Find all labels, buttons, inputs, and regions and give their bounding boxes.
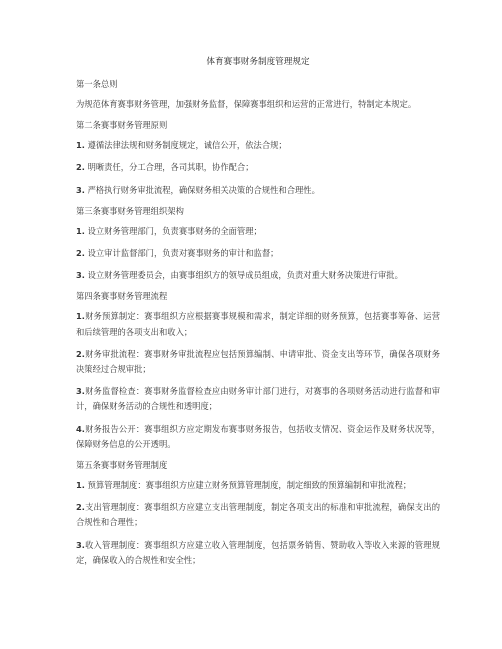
list-item (76, 224, 440, 239)
item-number: 1. (76, 140, 85, 151)
list-item (76, 268, 440, 283)
list-item (76, 347, 440, 377)
item-text: 支出管理制度：赛事组织方应建立支出管理制度，制定各项支出的标准和审批流程，确保支出的合规性和合理性； (76, 502, 440, 528)
item-number: 3. (76, 539, 85, 550)
item-number: 2. (76, 348, 85, 359)
item-number: 1. (76, 311, 85, 322)
item-number: 3. (76, 270, 85, 281)
section-heading: 第五条赛事财务管理制度 (76, 460, 168, 471)
list-item (76, 422, 440, 452)
item-text: 财务预算制定：赛事组织方应根据赛事规模和需求，制定详细的财务预算，包括赛事筹备、运营和后续管理的各项支出和收入； (76, 311, 440, 337)
list-item (76, 160, 440, 175)
list-item (76, 538, 440, 568)
item-text: 设立审计监督部门，负责对赛事财务的审计和监督； (87, 248, 279, 259)
item-number: 4. (76, 423, 85, 434)
item-number: 2. (76, 162, 85, 173)
item-text: 收入管理制度：赛事组织方应建立收入管理制度，包括票务销售、赞助收入等收入来源的管理规定，确保收入的合规性和安全性； (76, 539, 440, 565)
list-item (76, 309, 440, 339)
list-item (76, 183, 440, 198)
section-heading: 第一条总则 (76, 79, 118, 89)
item-text: 设立财务管理部门，负责赛事财务的全面管理； (87, 225, 262, 236)
list-item (76, 138, 440, 153)
list-item (76, 384, 440, 414)
item-text: 明晰责任，分工合理，各司其职，协作配合； (87, 162, 254, 173)
item-text: 预算管理制度：赛事组织方应建立财务预算管理制度，制定细致的预算编制和审批流程； (84, 480, 412, 491)
list-item (76, 500, 440, 530)
section-heading: 第二条赛事财务管理原则 (76, 120, 168, 131)
item-number: 2. (76, 502, 85, 513)
section-paragraph: 为规范体育赛事财务管理，加强财务监督，保障赛事组织和运营的正常进行，特制定本规定。 (76, 99, 417, 109)
item-number: 1. (76, 480, 85, 491)
item-text: 设立财务管理委员会，由赛事组织方的领导成员组成，负责对重大财务决策进行审批。 (87, 270, 403, 281)
item-text: 财务报告公开：赛事组织方应定期发布赛事财务报告，包括收支情况、资金运作及财务状况等，保障财务信息的公开透明。 (76, 423, 440, 449)
item-text: 严格执行财务审批流程，确保财务相关决策的合规性和合理性。 (87, 184, 320, 195)
item-number: 1. (76, 225, 85, 236)
item-text: 遵循法律法规和财务制度规定，诚信公开，依法合规； (87, 140, 287, 151)
item-text: 财务监督检查：赛事财务监督检查应由财务审计部门进行，对赛事的各项财务活动进行监督和审计，确保财务活动的合规性和透明度； (76, 386, 440, 412)
item-number: 2. (76, 248, 85, 259)
document-title: 体育赛事财务制度管理规定 (206, 57, 310, 67)
section-heading: 第三条赛事财务管理组织架构 (76, 205, 184, 216)
section-heading: 第四条赛事财务管理流程 (76, 291, 168, 302)
item-number: 3. (76, 184, 85, 195)
item-text: 财务审批流程：赛事财务审批流程应包括预算编制、申请审批、资金支出等环节，确保各项财务决策经过合规审批； (76, 348, 440, 375)
list-item (76, 246, 440, 261)
item-number: 3. (76, 386, 85, 397)
list-item (76, 478, 440, 493)
